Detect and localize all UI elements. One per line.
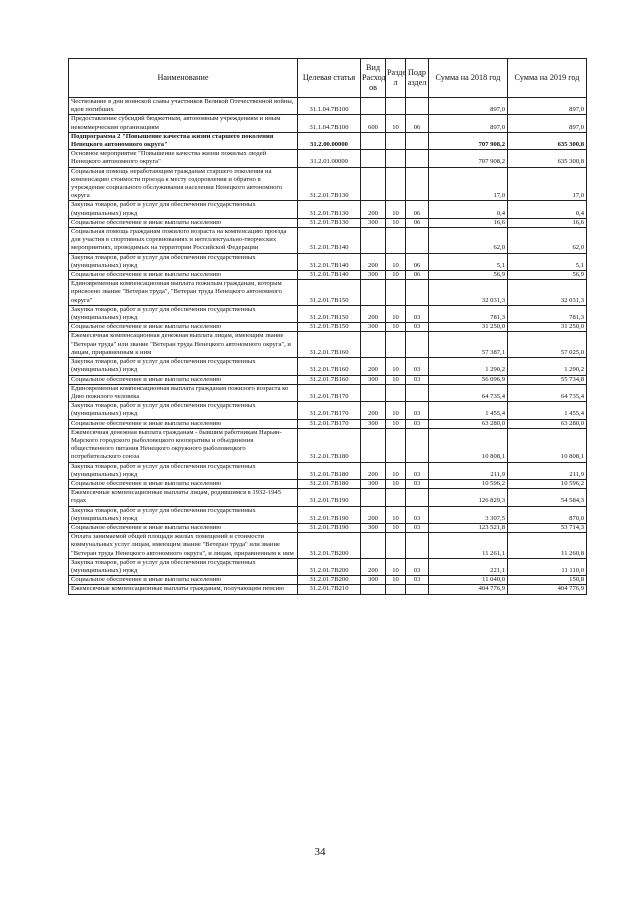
cell-name: Социальная помощь гражданам пожилого возраста на компенсацию проезда для участия в спортивных соревнованиях и интеллектуально-творческих мероприятиях, проводимых на территории Российской Федерации [69,228,298,254]
cell-razdel: 10 [386,305,406,322]
cell-vid [361,533,386,559]
cell-name: Закупка товаров, работ и услуг для обеспечения государственных (муниципальных) нужд [69,402,298,419]
cell-vid [361,98,386,115]
cell-podrazdel [406,384,429,401]
cell-target: 31.2.01.7В170 [298,384,361,401]
cell-podrazdel: 06 [406,115,429,132]
cell-target: 31.2.01.7В190 [298,523,361,532]
cell-podrazdel [406,132,429,149]
cell-target: 31.2.01.7В150 [298,323,361,332]
cell-sum-2019: 5,1 [508,253,587,270]
header-sum-2019: Сумма на 2019 год [508,59,587,98]
cell-vid: 300 [361,419,386,428]
cell-name: Единовременная компенсационная выплата пожилым гражданам, которым присвоено звание "Ветеран труда", "Ветеран труда Ненецкого автономного округа" [69,280,298,306]
cell-target: 31.2.01.7В190 [298,489,361,506]
cell-vid: 300 [361,323,386,332]
cell-sum-2019: 11 110,0 [508,558,587,575]
cell-podrazdel: 03 [406,402,429,419]
cell-sum-2019: 635 300,8 [508,150,587,167]
cell-vid [361,332,386,358]
cell-razdel: 10 [386,358,406,375]
table-row [69,253,587,270]
cell-target: 31.2.01.7В170 [298,419,361,428]
cell-sum-2019: 53 714,3 [508,523,587,532]
cell-name: Ежемесячная компенсационная денежная выплата лицам, имеющим звание "Ветеран труда" или звание "Ветеран труда Ненецкого автономного округа", и лицам, приравненным к ним [69,332,298,358]
table-row [69,506,587,523]
table-row [69,98,587,115]
cell-vid [361,132,386,149]
table-row [69,533,587,559]
cell-sum-2019: 32 031,3 [508,280,587,306]
cell-sum-2019: 635 300,8 [508,132,587,149]
cell-sum-2019: 0,4 [508,201,587,218]
cell-sum-2019: 150,8 [508,576,587,585]
cell-name: Подпрограмма 2 "Повышение качества жизни старшего поколения Ненецкого автономного округа" [69,132,298,149]
cell-target: 31.2.01.7В200 [298,533,361,559]
table-row [69,489,587,506]
cell-target: 31.2.01.7В180 [298,479,361,488]
cell-name: Единовременная компенсационная выплата гражданам пожилого возраста ко Дню пожилого человека [69,384,298,401]
cell-sum-2019: 1 290,2 [508,358,587,375]
cell-target: 31.2.01.7В140 [298,271,361,280]
header-sum-2018: Сумма на 2018 год [429,59,508,98]
cell-sum-2018: 3 307,5 [429,506,508,523]
cell-vid: 300 [361,479,386,488]
header-target: Целевая статья [298,59,361,98]
cell-sum-2018: 707 908,2 [429,132,508,149]
cell-name: Закупка товаров, работ и услуг для обеспечения государственных (муниципальных) нужд [69,462,298,479]
cell-sum-2019: 10 808,1 [508,428,587,462]
cell-razdel [386,228,406,254]
header-name: Наименование [69,59,298,98]
cell-razdel [386,150,406,167]
cell-target: 31.2.01.7В130 [298,201,361,218]
cell-sum-2018: 707 908,2 [429,150,508,167]
cell-podrazdel [406,489,429,506]
cell-razdel: 10 [386,479,406,488]
cell-target: 31.2.01.7В200 [298,576,361,585]
cell-name: Социальное обеспечение и иные выплаты населению [69,523,298,532]
table-row [69,218,587,227]
table-row [69,585,587,594]
table-row [69,167,587,201]
cell-name: Социальное обеспечение и иные выплаты населению [69,576,298,585]
cell-razdel: 10 [386,576,406,585]
cell-name: Закупка товаров, работ и услуг для обеспечения государственных (муниципальных) нужд [69,201,298,218]
cell-vid: 200 [361,558,386,575]
header-razdel: Разде л [386,59,406,98]
cell-sum-2019: 11 260,8 [508,533,587,559]
cell-target: 31.2.01.00000 [298,150,361,167]
cell-razdel: 10 [386,506,406,523]
cell-sum-2018: 62,0 [429,228,508,254]
cell-vid [361,228,386,254]
page-number: 34 [314,846,326,858]
cell-sum-2019: 10 596,2 [508,479,587,488]
cell-razdel: 10 [386,462,406,479]
cell-razdel: 10 [386,558,406,575]
table-header-row [69,59,587,98]
cell-podrazdel: 03 [406,523,429,532]
table-body [69,98,587,595]
cell-target: 31.2.01.7В130 [298,218,361,227]
cell-target: 31.2.01.7В200 [298,558,361,575]
table-row [69,523,587,532]
cell-target: 31.2.01.7В140 [298,253,361,270]
cell-razdel: 10 [386,375,406,384]
table-row [69,558,587,575]
cell-target: 31.2.01.7В170 [298,402,361,419]
cell-sum-2019: 16,6 [508,218,587,227]
cell-vid: 200 [361,253,386,270]
cell-target: 31.2.01.7В150 [298,305,361,322]
cell-sum-2019: 781,3 [508,305,587,322]
cell-vid: 200 [361,402,386,419]
table-row [69,332,587,358]
cell-razdel [386,280,406,306]
table-row [69,201,587,218]
cell-sum-2019: 56,9 [508,271,587,280]
cell-podrazdel [406,150,429,167]
cell-sum-2018: 1 290,2 [429,358,508,375]
cell-vid: 300 [361,576,386,585]
cell-target: 31.2.00.00000 [298,132,361,149]
cell-name: Ежемесячная денежная выплата гражданам - бывшим работникам Нарьян-Марского городского рыболовецкого кооператива и объединения общественного питания Ненецкого окружного рыболовецкого потребительского союза [69,428,298,462]
cell-name: Социальная помощь неработающим гражданам старшего поколения на компенсацию стоимости проезда к месту оздоровления и обратно в учреждение социального обслуживания населения Ненецкого автономного округа [69,167,298,201]
cell-target: 31.2.01.7В130 [298,167,361,201]
cell-razdel: 10 [386,115,406,132]
cell-razdel [386,167,406,201]
cell-podrazdel [406,98,429,115]
cell-sum-2018: 897,0 [429,115,508,132]
cell-razdel [386,585,406,594]
cell-razdel [386,428,406,462]
cell-vid: 300 [361,375,386,384]
cell-target: 31.1.04.7В100 [298,115,361,132]
cell-vid: 300 [361,218,386,227]
cell-vid: 300 [361,271,386,280]
cell-target: 31.2.01.7В160 [298,332,361,358]
cell-podrazdel: 06 [406,271,429,280]
cell-sum-2019: 62,0 [508,228,587,254]
cell-sum-2019: 1 455,4 [508,402,587,419]
cell-podrazdel: 03 [406,479,429,488]
cell-razdel [386,98,406,115]
table-row [69,576,587,585]
table-row [69,384,587,401]
cell-target: 31.2.01.7В190 [298,506,361,523]
cell-vid [361,489,386,506]
table-row [69,479,587,488]
cell-name: Оплата занимаемой общей площади жилых помещений и стоимости коммунальных услуг лицам, имеющим звание "Ветеран труда" или звание "Ветеран труда Ненецкого автономного округа", и лицам, приравненным к ним [69,533,298,559]
cell-razdel [386,332,406,358]
cell-sum-2019: 54 584,3 [508,489,587,506]
cell-target: 31.2.01.7В180 [298,428,361,462]
cell-razdel: 10 [386,253,406,270]
cell-vid: 200 [361,305,386,322]
cell-podrazdel [406,332,429,358]
cell-name: Социальное обеспечение и иные выплаты населению [69,323,298,332]
cell-sum-2018: 32 031,3 [429,280,508,306]
cell-name: Закупка товаров, работ и услуг для обеспечения государственных (муниципальных) нужд [69,253,298,270]
cell-razdel [386,489,406,506]
cell-sum-2018: 17,0 [429,167,508,201]
cell-sum-2018: 211,9 [429,462,508,479]
table-row [69,271,587,280]
cell-vid: 200 [361,506,386,523]
cell-target: 31.1.04.7В100 [298,98,361,115]
table-row [69,419,587,428]
cell-name: Ежемесячные компенсационные выплаты гражданам, получающим пенсию [69,585,298,594]
cell-razdel [386,533,406,559]
table-row [69,462,587,479]
cell-vid [361,280,386,306]
cell-podrazdel: 06 [406,218,429,227]
cell-sum-2018: 63 280,0 [429,419,508,428]
cell-sum-2018: 123 521,8 [429,523,508,532]
cell-vid: 600 [361,115,386,132]
table-row [69,358,587,375]
cell-name: Основное мероприятие "Повышение качества жизни пожилых людей Ненецкого автономного округа" [69,150,298,167]
cell-sum-2018: 64 735,4 [429,384,508,401]
cell-razdel: 10 [386,201,406,218]
cell-podrazdel: 03 [406,305,429,322]
cell-razdel [386,384,406,401]
cell-podrazdel: 03 [406,462,429,479]
cell-podrazdel: 03 [406,576,429,585]
header-vid: Вид Расход ов [361,59,386,98]
cell-sum-2018: 16,6 [429,218,508,227]
cell-sum-2018: 10 596,2 [429,479,508,488]
cell-vid: 300 [361,523,386,532]
cell-name: Социальное обеспечение и иные выплаты населению [69,375,298,384]
table-row [69,428,587,462]
table-row [69,132,587,149]
cell-name: Социальное обеспечение и иные выплаты населению [69,218,298,227]
cell-sum-2018: 56 096,9 [429,375,508,384]
cell-sum-2019: 897,0 [508,115,587,132]
table-row [69,115,587,132]
cell-vid: 200 [361,358,386,375]
cell-target: 31.2.01.7В160 [298,375,361,384]
header-podrazdel: Подр аздел [406,59,429,98]
cell-razdel: 10 [386,523,406,532]
cell-sum-2019: 63 280,0 [508,419,587,428]
cell-sum-2018: 781,3 [429,305,508,322]
cell-name: Ежемесячные компенсационные выплаты лицам, родившимся в 1932-1945 годах [69,489,298,506]
cell-podrazdel: 03 [406,558,429,575]
table-row [69,150,587,167]
table-row [69,323,587,332]
cell-podrazdel: 06 [406,201,429,218]
cell-vid [361,384,386,401]
cell-podrazdel [406,428,429,462]
cell-podrazdel: 06 [406,253,429,270]
cell-sum-2018: 11 040,0 [429,576,508,585]
table-row [69,402,587,419]
cell-podrazdel: 03 [406,358,429,375]
table-row [69,375,587,384]
cell-podrazdel [406,167,429,201]
cell-sum-2018: 0,4 [429,201,508,218]
cell-podrazdel: 03 [406,419,429,428]
cell-sum-2018: 57 387,1 [429,332,508,358]
table-row [69,305,587,322]
cell-sum-2019: 57 025,0 [508,332,587,358]
cell-sum-2019: 211,9 [508,462,587,479]
cell-razdel [386,132,406,149]
cell-podrazdel: 03 [406,323,429,332]
table-row [69,228,587,254]
cell-name: Чествование в дни воинской славы участников Великой Отечественной войны, вдов погибших [69,98,298,115]
cell-sum-2018: 11 261,1 [429,533,508,559]
cell-razdel: 10 [386,402,406,419]
cell-sum-2019: 64 735,4 [508,384,587,401]
cell-vid [361,167,386,201]
cell-name: Социальное обеспечение и иные выплаты населению [69,419,298,428]
cell-vid: 200 [361,462,386,479]
cell-sum-2019: 31 250,0 [508,323,587,332]
cell-sum-2019: 404 776,9 [508,585,587,594]
cell-name: Социальное обеспечение и иные выплаты населению [69,271,298,280]
cell-podrazdel: 03 [406,375,429,384]
cell-sum-2019: 17,0 [508,167,587,201]
cell-target: 31.2.01.7В180 [298,462,361,479]
cell-target: 31.2.01.7В160 [298,358,361,375]
cell-sum-2018: 31 250,0 [429,323,508,332]
cell-razdel: 10 [386,218,406,227]
cell-sum-2018: 404 776,9 [429,585,508,594]
cell-sum-2018: 5,1 [429,253,508,270]
cell-sum-2018: 897,0 [429,98,508,115]
cell-podrazdel: 03 [406,506,429,523]
cell-vid: 200 [361,201,386,218]
cell-vid [361,428,386,462]
cell-sum-2019: 870,0 [508,506,587,523]
table-row [69,280,587,306]
cell-vid [361,150,386,167]
cell-name: Социальное обеспечение и иные выплаты населению [69,479,298,488]
cell-podrazdel [406,533,429,559]
cell-name: Закупка товаров, работ и услуг для обеспечения государственных (муниципальных) нужд [69,305,298,322]
cell-name: Предоставление субсидий бюджетным, автономным учреждениям и иным некоммерческим организациям [69,115,298,132]
cell-sum-2019: 897,0 [508,98,587,115]
cell-name: Закупка товаров, работ и услуг для обеспечения государственных (муниципальных) нужд [69,358,298,375]
cell-razdel: 10 [386,271,406,280]
cell-sum-2019: 55 734,8 [508,375,587,384]
cell-sum-2018: 10 808,1 [429,428,508,462]
cell-razdel: 10 [386,323,406,332]
cell-podrazdel [406,280,429,306]
cell-target: 31.2.01.7В210 [298,585,361,594]
cell-target: 31.2.01.7В140 [298,228,361,254]
cell-razdel: 10 [386,419,406,428]
cell-podrazdel [406,585,429,594]
cell-sum-2018: 56,9 [429,271,508,280]
cell-sum-2018: 221,1 [429,558,508,575]
cell-sum-2018: 1 455,4 [429,402,508,419]
cell-sum-2018: 126 829,3 [429,489,508,506]
cell-name: Закупка товаров, работ и услуг для обеспечения государственных (муниципальных) нужд [69,506,298,523]
cell-vid [361,585,386,594]
cell-podrazdel [406,228,429,254]
cell-name: Закупка товаров, работ и услуг для обеспечения государственных (муниципальных) нужд [69,558,298,575]
cell-target: 31.2.01.7В150 [298,280,361,306]
budget-table [68,58,587,595]
